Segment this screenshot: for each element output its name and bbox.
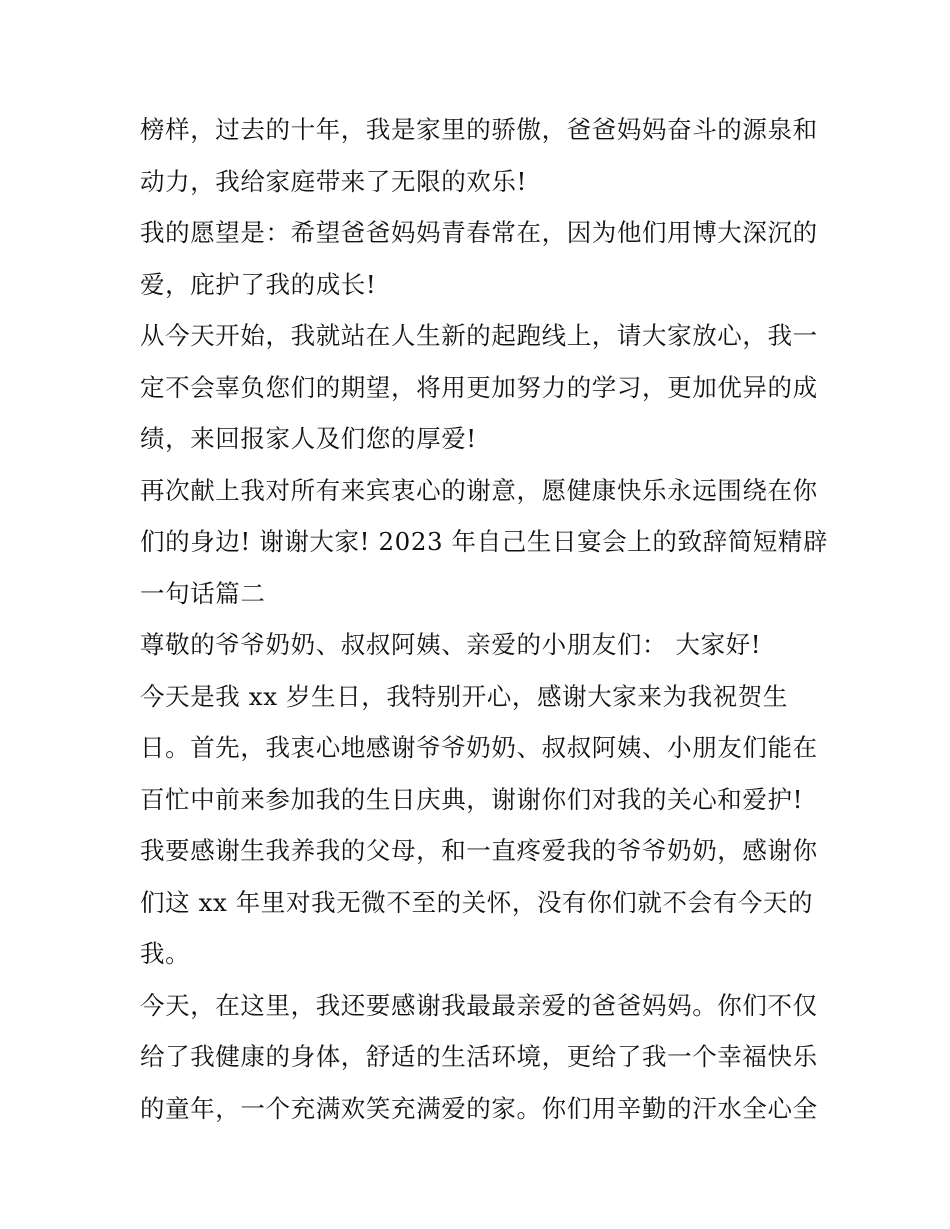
text-line: 榜样，过去的十年，我是家里的骄傲，爸爸妈妈奋斗的源泉和: [140, 115, 818, 144]
text-line: 爱，庇护了我的成长!: [140, 269, 377, 299]
text-line: 从今天开始，我就站在人生新的起跑线上，请大家放心，我一: [140, 321, 818, 350]
text-line: 今天是我 xx 岁生日，我特别开心，感谢大家来为我祝贺生: [140, 681, 789, 711]
text-line: 日。首先，我衷心地感谢爷爷奶奶、叔叔阿姨、小朋友们能在: [140, 733, 818, 762]
text-line: 百忙中前来参加我的生日庆典，谢谢你们对我的关心和爱护!: [140, 784, 804, 814]
text-line: 们这 xx 年里对我无微不至的关怀，没有你们就不会有今天的: [140, 887, 814, 917]
section-title: 一句话篇二: [140, 578, 266, 608]
text-line: 我要感谢生我养我的父母，和一直疼爱我的爷爷奶奶，感谢你: [140, 836, 818, 865]
document-body: [140, 104, 829, 1134]
greeting-line: 尊敬的爷爷奶奶、叔叔阿姨、亲爱的小朋友们： 大家好!: [140, 630, 762, 659]
text-line: 我。: [140, 939, 191, 968]
text-line: 再次献上我对所有来宾衷心的谢意，愿健康快乐永远围绕在你: [140, 475, 818, 505]
text-line: 们的身边! 谢谢大家! 2023 年自己生日宴会上的致辞简短精辟: [140, 527, 829, 556]
text-line: 给了我健康的身体，舒适的生活环境，更给了我一个幸福快乐: [140, 1042, 818, 1071]
text-line: 的童年，一个充满欢笑充满爱的家。你们用辛勤的汗水全心全: [140, 1093, 818, 1123]
text-line: 今天，在这里，我还要感谢我最最亲爱的爸爸妈妈。你们不仅: [140, 990, 818, 1020]
text-line: 定不会辜负您们的期望，将用更加努力的学习，更加优异的成: [140, 372, 818, 402]
text-line: 我的愿望是：希望爸爸妈妈青春常在，因为他们用博大深沉的: [140, 218, 818, 247]
text-line: 绩，来回报家人及们您的厚爱!: [140, 424, 477, 453]
text-line: 动力，我给家庭带来了无限的欢乐!: [140, 166, 527, 196]
